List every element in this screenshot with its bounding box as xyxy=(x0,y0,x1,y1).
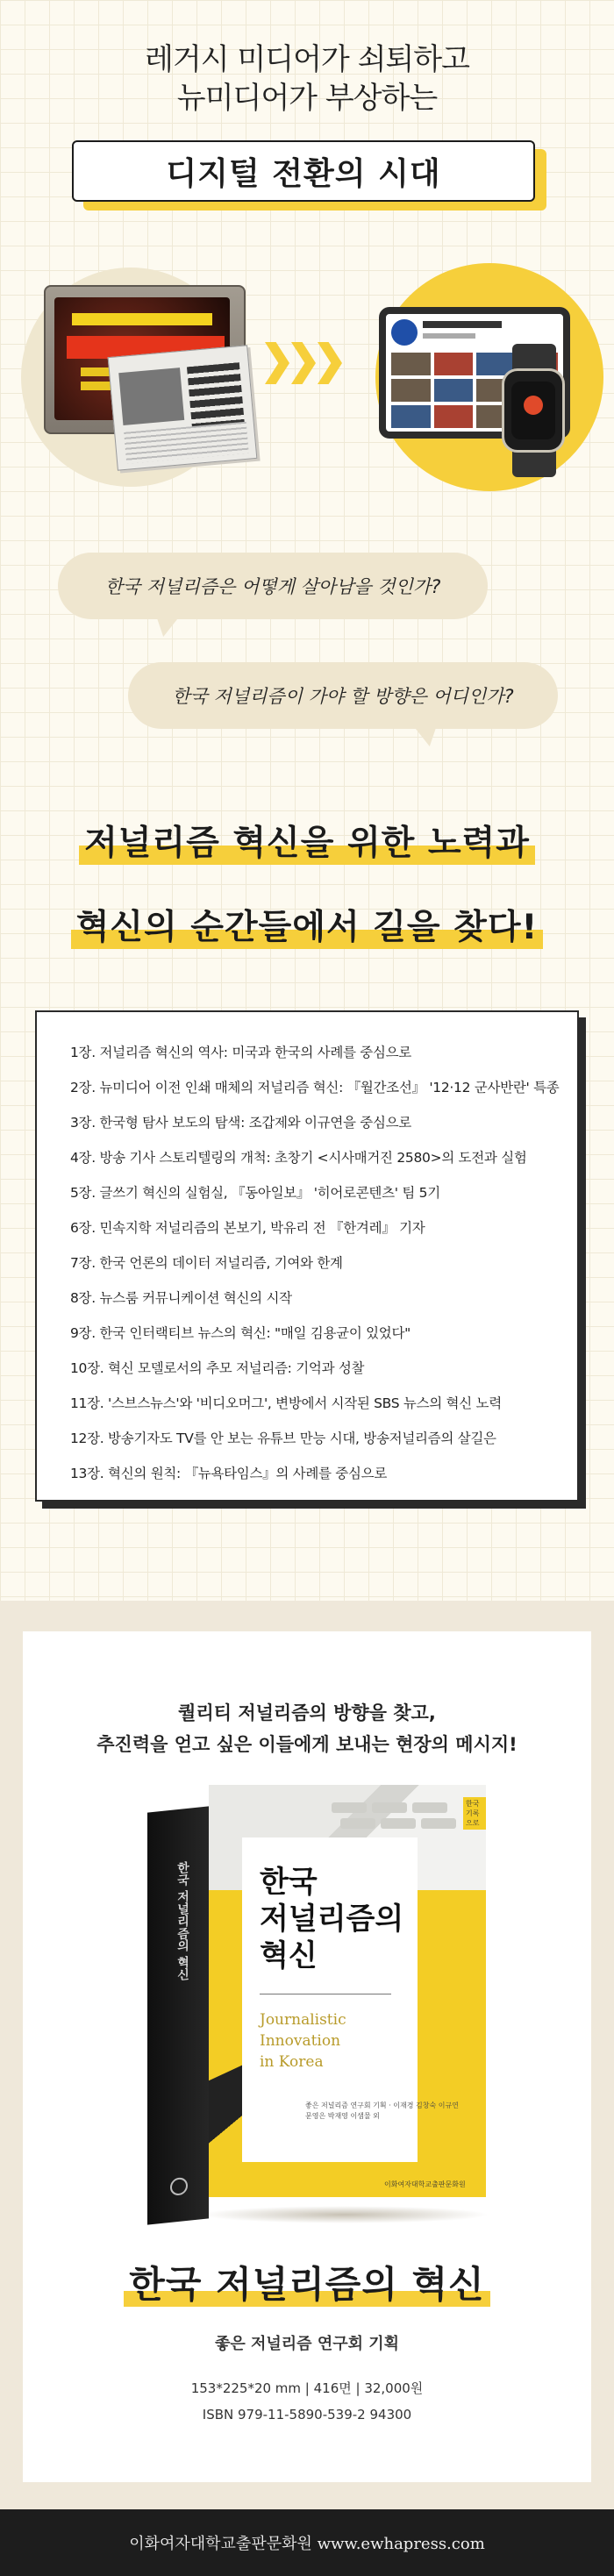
book-front-cover xyxy=(209,1785,486,2197)
toc-item: 1장. 저널리즘 혁신의 역사: 미국과 한국의 사례를 중심으로 xyxy=(70,1045,411,1060)
book-sponsor: 좋은 저널리즘 연구회 기획 xyxy=(214,2335,400,2353)
toc-item: 5장. 글쓰기 혁신의 실험실, 『동아일보』 '히어로콘텐츠' 팀 5기 xyxy=(70,1185,440,1201)
tagline-line-1: 퀄리티 저널리즘의 방향을 찾고, xyxy=(178,1702,436,1723)
toc-item: 12장. 방송기자도 TV를 안 보는 유튜브 만능 시대, 방송저널리즘의 살길은 xyxy=(70,1431,496,1446)
table-of-contents xyxy=(35,1010,579,1502)
book-cover-title: 한국 저널리즘의 혁신 xyxy=(260,1865,404,1973)
toc-item: 13장. 혁신의 원칙: 『뉴욕타임스』의 사례를 중심으로 xyxy=(70,1466,387,1481)
book-spine xyxy=(147,1806,209,2224)
intro-line-1: 레거시 미디어가 쇠퇴하고 xyxy=(145,42,469,77)
book-english-title: Journalistic Innovation in Korea xyxy=(260,2011,346,2071)
footer xyxy=(0,2509,614,2576)
book-name-text: 한국 저널리즘의 혁신 xyxy=(129,2263,485,2306)
toc-list xyxy=(37,1012,577,1491)
toc-item: 3장. 한국형 탐사 보도의 탐색: 조갑제와 이규연을 중심으로 xyxy=(70,1115,411,1131)
book-cover-image xyxy=(147,1785,482,2206)
toc-item: 4장. 방송 기사 스토리텔링의 개척: 초창기 <시사매거진 2580>의 도전과 실험 xyxy=(70,1150,527,1166)
title-box: 디지털 전환의 시대 xyxy=(72,140,535,202)
footer-text: 이화여자대학교출판문화원 www.ewhapress.com xyxy=(129,2535,485,2553)
intro-text xyxy=(0,40,614,118)
toc-item: 8장. 뉴스룸 커뮤니케이션 혁신의 시작 xyxy=(70,1290,292,1306)
toc-item: 11장. '스브스뉴스'와 '비디오머그', 변방에서 시작된 SBS 뉴스의 혁신 노력 xyxy=(70,1395,502,1411)
arrow-right-icon xyxy=(265,342,342,384)
smartwatch-icon xyxy=(502,368,565,453)
book-spec-isbn: ISBN 979-11-5890-539-2 94300 xyxy=(202,2407,412,2423)
toc-item: 6장. 민속지학 저널리즘의 본보기, 박유리 전 『한겨레』 기자 xyxy=(70,1220,425,1236)
question-1-text: 한국 저널리즘은 어떻게 살아남을 것인가? xyxy=(104,576,441,597)
toc-item: 2장. 뉴미디어 이전 인쇄 매체의 저널리즘 혁신: 『월간조선』 '12·12 군사반란' 특종 xyxy=(70,1080,560,1095)
media-illustration xyxy=(0,246,614,500)
question-bubble-2 xyxy=(128,662,558,729)
book-badge: 한국 기록으로 xyxy=(463,1797,486,1830)
book-spec-dimensions: 153*225*20 mm | 416면 | 32,000원 xyxy=(190,2380,424,2396)
publisher-logo-icon xyxy=(170,2177,188,2196)
book-publisher: 이화여자대학교출판문화원 xyxy=(384,2180,466,2188)
question-bubble-1 xyxy=(58,553,488,619)
tagline-line-2: 추진력을 얻고 싶은 이들에게 보내는 현장의 메시지! xyxy=(96,1734,518,1755)
intro-line-2: 뉴미디어가 부상하는 xyxy=(176,81,438,116)
book-spec xyxy=(23,2375,591,2428)
headline xyxy=(0,816,614,975)
toc-item: 9장. 한국 인터랙티브 뉴스의 혁신: "매일 김용균이 있었다" xyxy=(70,1325,411,1341)
book-name xyxy=(23,2256,591,2308)
toc-item: 7장. 한국 언론의 데이터 저널리즘, 기여와 한계 xyxy=(70,1255,343,1271)
headline-line-2: 혁신의 순간들에서 길을 찾다! xyxy=(75,908,539,947)
newspaper-icon xyxy=(108,345,258,470)
headline-line-1: 저널리즘 혁신을 위한 노력과 xyxy=(84,824,530,863)
toc-item: 10장. 혁신 모델로서의 추모 저널리즘: 기억과 성찰 xyxy=(70,1360,365,1376)
question-2-text: 한국 저널리즘이 가야 할 방향은 어디인가? xyxy=(172,686,514,707)
tagline xyxy=(23,1697,591,1760)
spine-title: 한국 저널리즘의 혁신 xyxy=(175,1860,189,1982)
book-authors: 좋은 저널리즘 연구회 기획 · 이재경 김창숙 이규연 문영은 박재영 이샘물 외 xyxy=(305,2101,459,2120)
book-panel xyxy=(23,1631,591,2482)
book-section xyxy=(0,1601,614,2509)
